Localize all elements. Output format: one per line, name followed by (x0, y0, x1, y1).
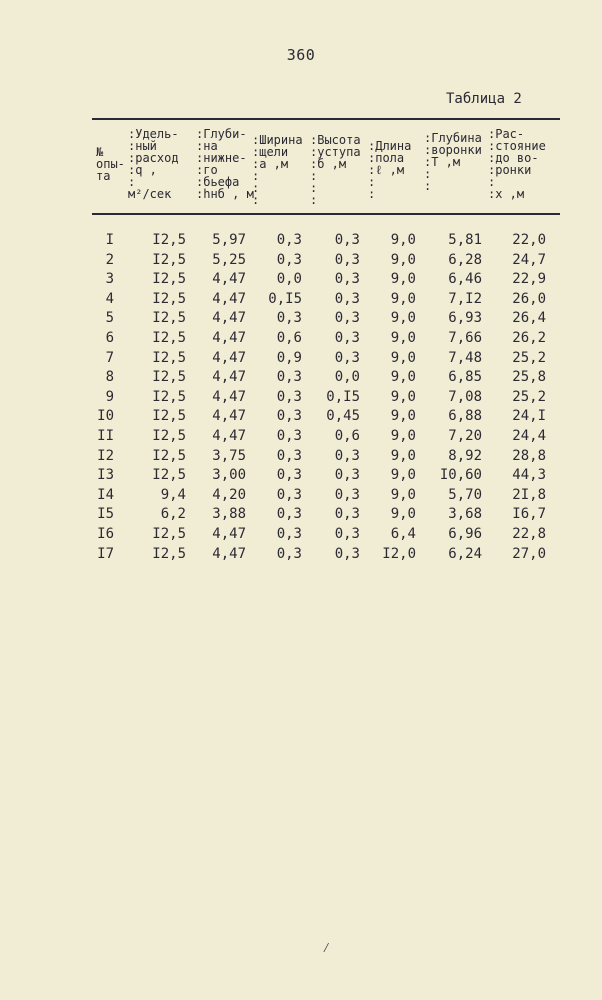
header-line: : (310, 193, 318, 207)
header-line: № (96, 145, 104, 159)
header-discharge (128, 128, 179, 200)
header-funnel-distance (488, 128, 546, 200)
header-line: :Ширина (252, 133, 303, 147)
cell-floor-length: 9,0 (390, 271, 416, 288)
header-line: :воронки (424, 143, 482, 157)
cell-exp-number: 9 (105, 388, 114, 405)
header-line: :T ,м (424, 155, 461, 169)
cell-slot-width: 0,I5 (268, 290, 302, 307)
header-slot-width (252, 134, 303, 206)
cell-funnel-distance: 25,2 (512, 388, 546, 405)
header-line: : (252, 181, 260, 195)
table-header (0, 124, 602, 212)
header-line: : (310, 169, 318, 183)
table-row (0, 389, 602, 409)
header-line: :до во- (488, 151, 539, 165)
cell-funnel-depth: 6,96 (448, 526, 482, 542)
header-line: :уступа (310, 145, 361, 159)
pencil-mark: ⁄ (322, 940, 331, 956)
header-line: : (310, 181, 318, 195)
cell-discharge: I2,5 (152, 369, 186, 386)
cell-discharge: I2,5 (152, 310, 186, 327)
cell-tailwater-depth: 4,47 (212, 408, 246, 425)
cell-slot-width: 0,3 (276, 251, 302, 268)
cell-exp-number: 6 (105, 330, 114, 346)
cell-exp-number: 5 (105, 310, 114, 327)
cell-exp-number: 4 (105, 290, 114, 307)
cell-slot-width: 0,3 (276, 467, 302, 484)
header-tailwater-depth (196, 128, 254, 200)
cell-funnel-depth: 6,88 (448, 408, 482, 425)
cell-exp-number: 8 (105, 369, 114, 386)
cell-tailwater-depth: 4,47 (212, 330, 246, 346)
cell-floor-length: 9,0 (390, 251, 416, 268)
cell-funnel-depth: 7,I2 (448, 290, 482, 307)
cell-funnel-depth: 6,28 (448, 251, 482, 268)
header-line: : (252, 169, 260, 183)
cell-funnel-depth: 8,92 (448, 447, 482, 464)
cell-tailwater-depth: 4,47 (212, 388, 246, 405)
header-line: та (96, 169, 111, 183)
table-row (0, 271, 602, 291)
cell-exp-number: I5 (97, 506, 114, 523)
header-line: : (488, 175, 496, 189)
cell-step-height: 0,3 (334, 330, 360, 346)
cell-discharge: I2,5 (152, 232, 186, 248)
cell-funnel-depth: 6,46 (448, 271, 482, 288)
table-row (0, 252, 602, 272)
cell-funnel-depth: 3,68 (448, 506, 482, 523)
cell-tailwater-depth: 4,47 (212, 349, 246, 366)
cell-floor-length: 9,0 (390, 349, 416, 366)
cell-floor-length: I2,0 (382, 545, 416, 562)
cell-step-height: 0,6 (334, 428, 360, 444)
header-line: :Глубина (424, 131, 482, 145)
cell-funnel-distance: 28,8 (512, 447, 546, 464)
header-line: :hнб , м (196, 187, 254, 201)
cell-discharge: I2,5 (152, 447, 186, 464)
cell-tailwater-depth: 4,47 (212, 290, 246, 307)
table-row (0, 330, 602, 350)
header-line: :Глуби- (196, 127, 247, 141)
cell-slot-width: 0,3 (276, 526, 302, 542)
header-line: : (424, 179, 432, 193)
cell-funnel-distance: 24,7 (512, 251, 546, 268)
table-row (0, 291, 602, 311)
cell-floor-length: 9,0 (390, 290, 416, 307)
cell-tailwater-depth: 4,47 (212, 545, 246, 562)
cell-exp-number: I6 (97, 526, 114, 542)
cell-tailwater-depth: 4,20 (212, 486, 246, 503)
header-line: :ный (128, 139, 157, 153)
cell-tailwater-depth: 4,47 (212, 526, 246, 542)
table-row (0, 428, 602, 448)
table-row (0, 350, 602, 370)
cell-tailwater-depth: 4,47 (212, 271, 246, 288)
cell-tailwater-depth: 4,47 (212, 310, 246, 327)
cell-funnel-distance: 25,8 (512, 369, 546, 386)
cell-tailwater-depth: 5,97 (212, 232, 246, 248)
cell-floor-length: 9,0 (390, 388, 416, 405)
cell-discharge: I2,5 (152, 545, 186, 562)
header-line: :Удель- (128, 127, 179, 141)
cell-slot-width: 0,3 (276, 428, 302, 444)
header-line: :расход (128, 151, 179, 165)
cell-funnel-depth: 6,93 (448, 310, 482, 327)
table-row (0, 487, 602, 507)
table-row (0, 369, 602, 389)
cell-exp-number: I3 (97, 467, 114, 484)
cell-exp-number: 3 (105, 271, 114, 288)
cell-step-height: 0,45 (326, 408, 360, 425)
table-row (0, 506, 602, 526)
cell-discharge: I2,5 (152, 526, 186, 542)
cell-step-height: 0,I5 (326, 388, 360, 405)
cell-funnel-depth: 6,24 (448, 545, 482, 562)
header-line: :q , (128, 163, 157, 177)
cell-floor-length: 9,0 (390, 428, 416, 444)
cell-exp-number: I4 (97, 486, 114, 503)
cell-floor-length: 9,0 (390, 232, 416, 248)
cell-floor-length: 9,0 (390, 330, 416, 346)
header-line: :Высота (310, 133, 361, 147)
table-row (0, 448, 602, 468)
header-line: :стояние (488, 139, 546, 153)
cell-funnel-distance: 22,9 (512, 271, 546, 288)
table-row (0, 546, 602, 566)
cell-funnel-distance: 2I,8 (512, 486, 546, 503)
cell-exp-number: 7 (105, 349, 114, 366)
cell-funnel-distance: 26,2 (512, 330, 546, 346)
table-row (0, 232, 602, 252)
header-line: :ронки (488, 163, 532, 177)
cell-discharge: 6,2 (160, 506, 186, 523)
cell-step-height: 0,3 (334, 506, 360, 523)
header-floor-length (368, 140, 411, 200)
cell-funnel-depth: 7,66 (448, 330, 482, 346)
cell-discharge: 9,4 (160, 486, 186, 503)
table-row (0, 467, 602, 487)
table-row (0, 310, 602, 330)
cell-floor-length: 9,0 (390, 506, 416, 523)
cell-exp-number: I2 (97, 447, 114, 464)
cell-discharge: I2,5 (152, 349, 186, 366)
header-line: :x ,м (488, 187, 525, 201)
cell-discharge: I2,5 (152, 408, 186, 425)
header-line: :пола (368, 151, 405, 165)
cell-step-height: 0,3 (334, 526, 360, 542)
header-line: :нижне- (196, 151, 247, 165)
cell-funnel-distance: 25,2 (512, 349, 546, 366)
cell-floor-length: 9,0 (390, 467, 416, 484)
cell-slot-width: 0,0 (276, 271, 302, 288)
cell-funnel-distance: 22,8 (512, 526, 546, 542)
cell-slot-width: 0,3 (276, 408, 302, 425)
header-line: :на (196, 139, 218, 153)
cell-floor-length: 9,0 (390, 310, 416, 327)
table-top-rule (92, 118, 560, 120)
header-line: :б ,м (310, 157, 347, 171)
header-line: м²/сек (128, 187, 172, 201)
cell-step-height: 0,3 (334, 290, 360, 307)
header-num (96, 146, 125, 182)
cell-slot-width: 0,3 (276, 506, 302, 523)
header-line: :Рас- (488, 127, 525, 141)
cell-slot-width: 0,3 (276, 447, 302, 464)
cell-funnel-distance: 22,0 (512, 232, 546, 248)
cell-exp-number: I0 (97, 408, 114, 425)
cell-step-height: 0,3 (334, 467, 360, 484)
header-line: : (368, 175, 376, 189)
cell-step-height: 0,3 (334, 545, 360, 562)
cell-tailwater-depth: 3,88 (212, 506, 246, 523)
cell-discharge: I2,5 (152, 330, 186, 346)
cell-discharge: I2,5 (152, 271, 186, 288)
cell-step-height: 0,3 (334, 447, 360, 464)
header-line: : (128, 175, 136, 189)
cell-step-height: 0,3 (334, 349, 360, 366)
cell-step-height: 0,3 (334, 232, 360, 248)
cell-funnel-distance: 27,0 (512, 545, 546, 562)
cell-tailwater-depth: 3,00 (212, 467, 246, 484)
header-step-height (310, 134, 361, 206)
cell-discharge: I2,5 (152, 251, 186, 268)
cell-slot-width: 0,9 (276, 349, 302, 366)
header-line: :a ,м (252, 157, 289, 171)
header-line: : (424, 167, 432, 181)
header-line: :бьефа (196, 175, 240, 189)
cell-funnel-distance: 24,I (512, 408, 546, 425)
cell-step-height: 0,3 (334, 486, 360, 503)
cell-funnel-depth: I0,60 (439, 467, 482, 484)
cell-funnel-depth: 7,20 (448, 428, 482, 444)
cell-exp-number: 2 (105, 251, 114, 268)
header-line: :щели (252, 145, 289, 159)
cell-discharge: I2,5 (152, 467, 186, 484)
cell-discharge: I2,5 (152, 290, 186, 307)
cell-slot-width: 0,3 (276, 310, 302, 327)
cell-slot-width: 0,3 (276, 486, 302, 503)
cell-funnel-depth: 5,70 (448, 486, 482, 503)
cell-exp-number: I7 (97, 545, 114, 562)
header-line: : (368, 187, 376, 201)
cell-floor-length: 9,0 (390, 447, 416, 464)
cell-floor-length: 9,0 (390, 486, 416, 503)
cell-tailwater-depth: 4,47 (212, 428, 246, 444)
header-line: :Длина (368, 139, 412, 153)
table-header-rule (92, 213, 560, 215)
table-row (0, 408, 602, 428)
header-line: :ℓ ,м (368, 163, 405, 177)
page-number: 360 (286, 46, 316, 64)
cell-funnel-distance: 44,3 (512, 467, 546, 484)
cell-discharge: I2,5 (152, 388, 186, 405)
table-caption: Таблица 2 (446, 91, 522, 107)
cell-floor-length: 9,0 (390, 408, 416, 425)
cell-slot-width: 0,3 (276, 388, 302, 405)
table-row (0, 526, 602, 546)
cell-step-height: 0,3 (334, 251, 360, 268)
header-line: :го (196, 163, 218, 177)
cell-funnel-distance: 24,4 (512, 428, 546, 444)
cell-floor-length: 6,4 (390, 526, 416, 542)
cell-floor-length: 9,0 (390, 369, 416, 386)
cell-tailwater-depth: 4,47 (212, 369, 246, 386)
cell-funnel-depth: 7,08 (448, 388, 482, 405)
cell-slot-width: 0,6 (276, 330, 302, 346)
cell-step-height: 0,0 (334, 369, 360, 386)
cell-funnel-depth: 7,48 (448, 349, 482, 366)
cell-tailwater-depth: 5,25 (212, 251, 246, 268)
cell-slot-width: 0,3 (276, 545, 302, 562)
header-funnel-depth (424, 132, 482, 192)
cell-slot-width: 0,3 (276, 369, 302, 386)
cell-funnel-depth: 5,81 (448, 232, 482, 248)
header-line: опы- (96, 157, 125, 171)
cell-step-height: 0,3 (334, 310, 360, 327)
cell-funnel-distance: I6,7 (512, 506, 546, 523)
cell-step-height: 0,3 (334, 271, 360, 288)
cell-slot-width: 0,3 (276, 232, 302, 248)
cell-funnel-distance: 26,0 (512, 290, 546, 307)
header-line: : (252, 193, 260, 207)
cell-funnel-depth: 6,85 (448, 369, 482, 386)
cell-tailwater-depth: 3,75 (212, 447, 246, 464)
cell-exp-number: II (97, 428, 114, 444)
cell-funnel-distance: 26,4 (512, 310, 546, 327)
cell-discharge: I2,5 (152, 428, 186, 444)
cell-exp-number: I (105, 232, 114, 248)
